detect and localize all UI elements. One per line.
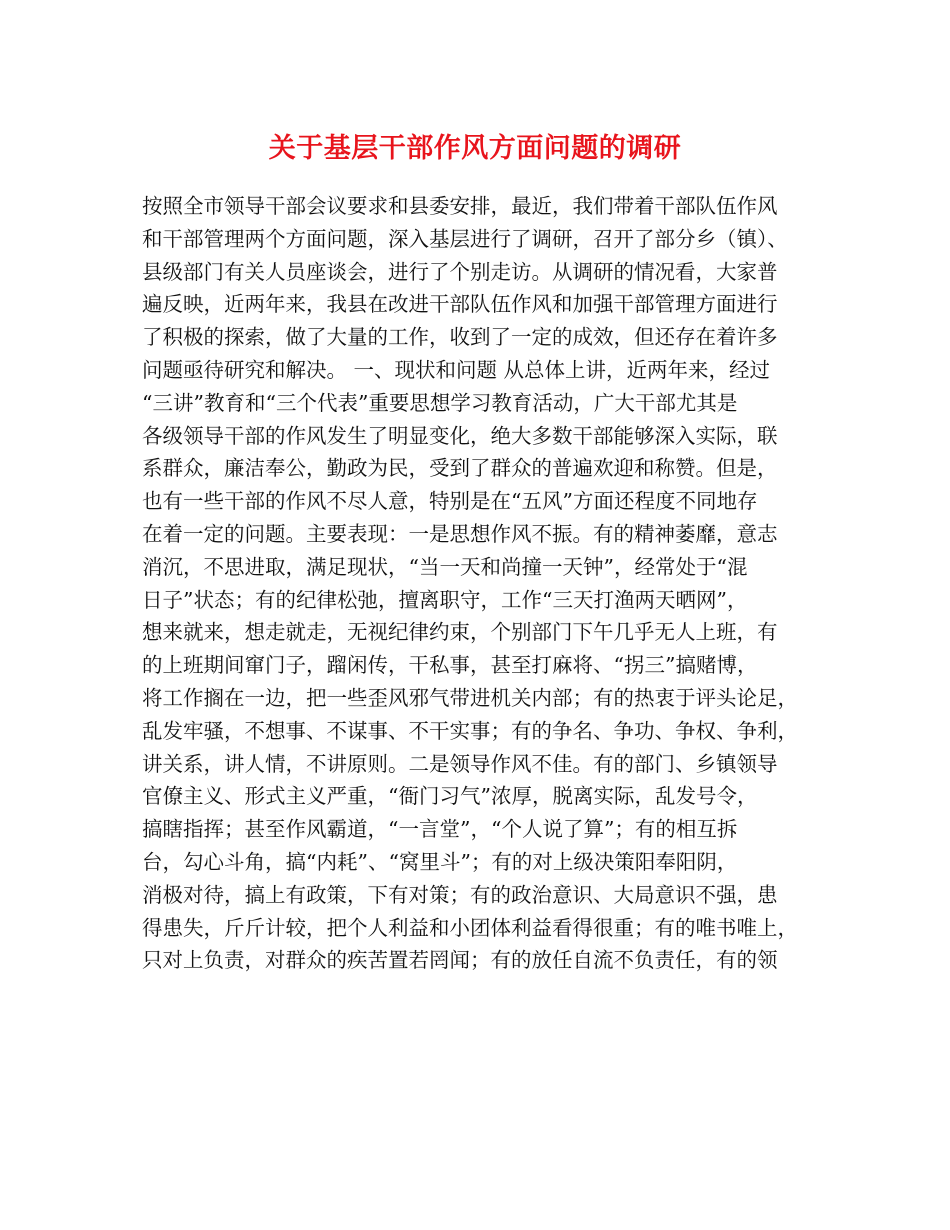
body-line: 和干部管理两个方面问题，深入基层进行了调研，召开了部分乡（镇）、	[142, 226, 788, 251]
body-line: 得患失，斤斤计较，把个人利益和小团体利益看得很重；有的唯书唯上，	[142, 915, 798, 940]
body-line: 各级领导干部的作风发生了明显变化，绝大多数干部能够深入实际，联	[142, 423, 778, 448]
body-line: 了积极的探索，做了大量的工作，收到了一定的成效，但还存在着许多	[142, 325, 778, 350]
document-body	[142, 190, 842, 977]
body-line: 日子”状态；有的纪律松弛，擅离职守，工作“三天打渔两天晒网”，	[142, 587, 748, 612]
body-line: 搞瞎指挥；甚至作风霸道，“一言堂”，“个人说了算”；有的相互拆	[142, 817, 738, 842]
body-line: 讲关系，讲人情，不讲原则。二是领导作风不佳。有的部门、乡镇领导	[142, 751, 778, 776]
body-line: 遍反映，近两年来，我县在改进干部队伍作风和加强干部管理方面进行	[142, 292, 778, 317]
body-line: “三讲”教育和“三个代表”重要思想学习教育活动，广大干部尤其是	[142, 390, 738, 415]
body-line: 也有一些干部的作风不尽人意，特别是在“五风”方面还程度不同地存	[142, 489, 758, 514]
body-line: 在着一定的问题。主要表现：一是思想作风不振。有的精神萎靡，意志	[142, 521, 778, 546]
body-line: 官僚主义、形式主义严重，“衙门习气”浓厚，脱离实际，乱发号令，	[142, 784, 758, 809]
document-title: 关于基层干部作风方面问题的调研	[268, 133, 682, 164]
body-line: 消极对待，搞上有政策，下有对策；有的政治意识、大局意识不强，患	[142, 882, 778, 907]
body-line: 乱发牢骚，不想事、不谋事、不干实事；有的争名、争功、争权、争利，	[142, 718, 798, 743]
body-line: 县级部门有关人员座谈会，进行了个别走访。从调研的情况看，大家普	[142, 259, 778, 284]
body-line: 按照全市领导干部会议要求和县委安排，最近，我们带着干部队伍作风	[142, 194, 778, 218]
body-line: 问题亟待研究和解决。 一、现状和问题 从总体上讲，近两年来，经过	[142, 357, 771, 382]
body-line: 消沉，不思进取，满足现状，“当一天和尚撞一天钟”，经常处于“混	[142, 554, 748, 579]
body-line: 台，勾心斗角，搞“内耗”、“窝里斗”；有的对上级决策阳奉阳阴，	[142, 849, 738, 874]
body-line: 将工作搁在一边，把一些歪风邪气带进机关内部；有的热衷于评头论足，	[142, 685, 798, 710]
body-line: 系群众，廉洁奉公，勤政为民，受到了群众的普遍欢迎和称赞。但是，	[142, 456, 778, 481]
body-line: 的上班期间窜门子，蹓闲传，干私事，甚至打麻将、“拐三”搞赌博，	[142, 653, 758, 678]
body-line: 想来就来，想走就走，无视纪律约束，个别部门下午几乎无人上班，有	[142, 620, 778, 645]
body-line: 只对上负责，对群众的疾苦置若罔闻；有的放任自流不负责任，有的领	[142, 948, 778, 973]
